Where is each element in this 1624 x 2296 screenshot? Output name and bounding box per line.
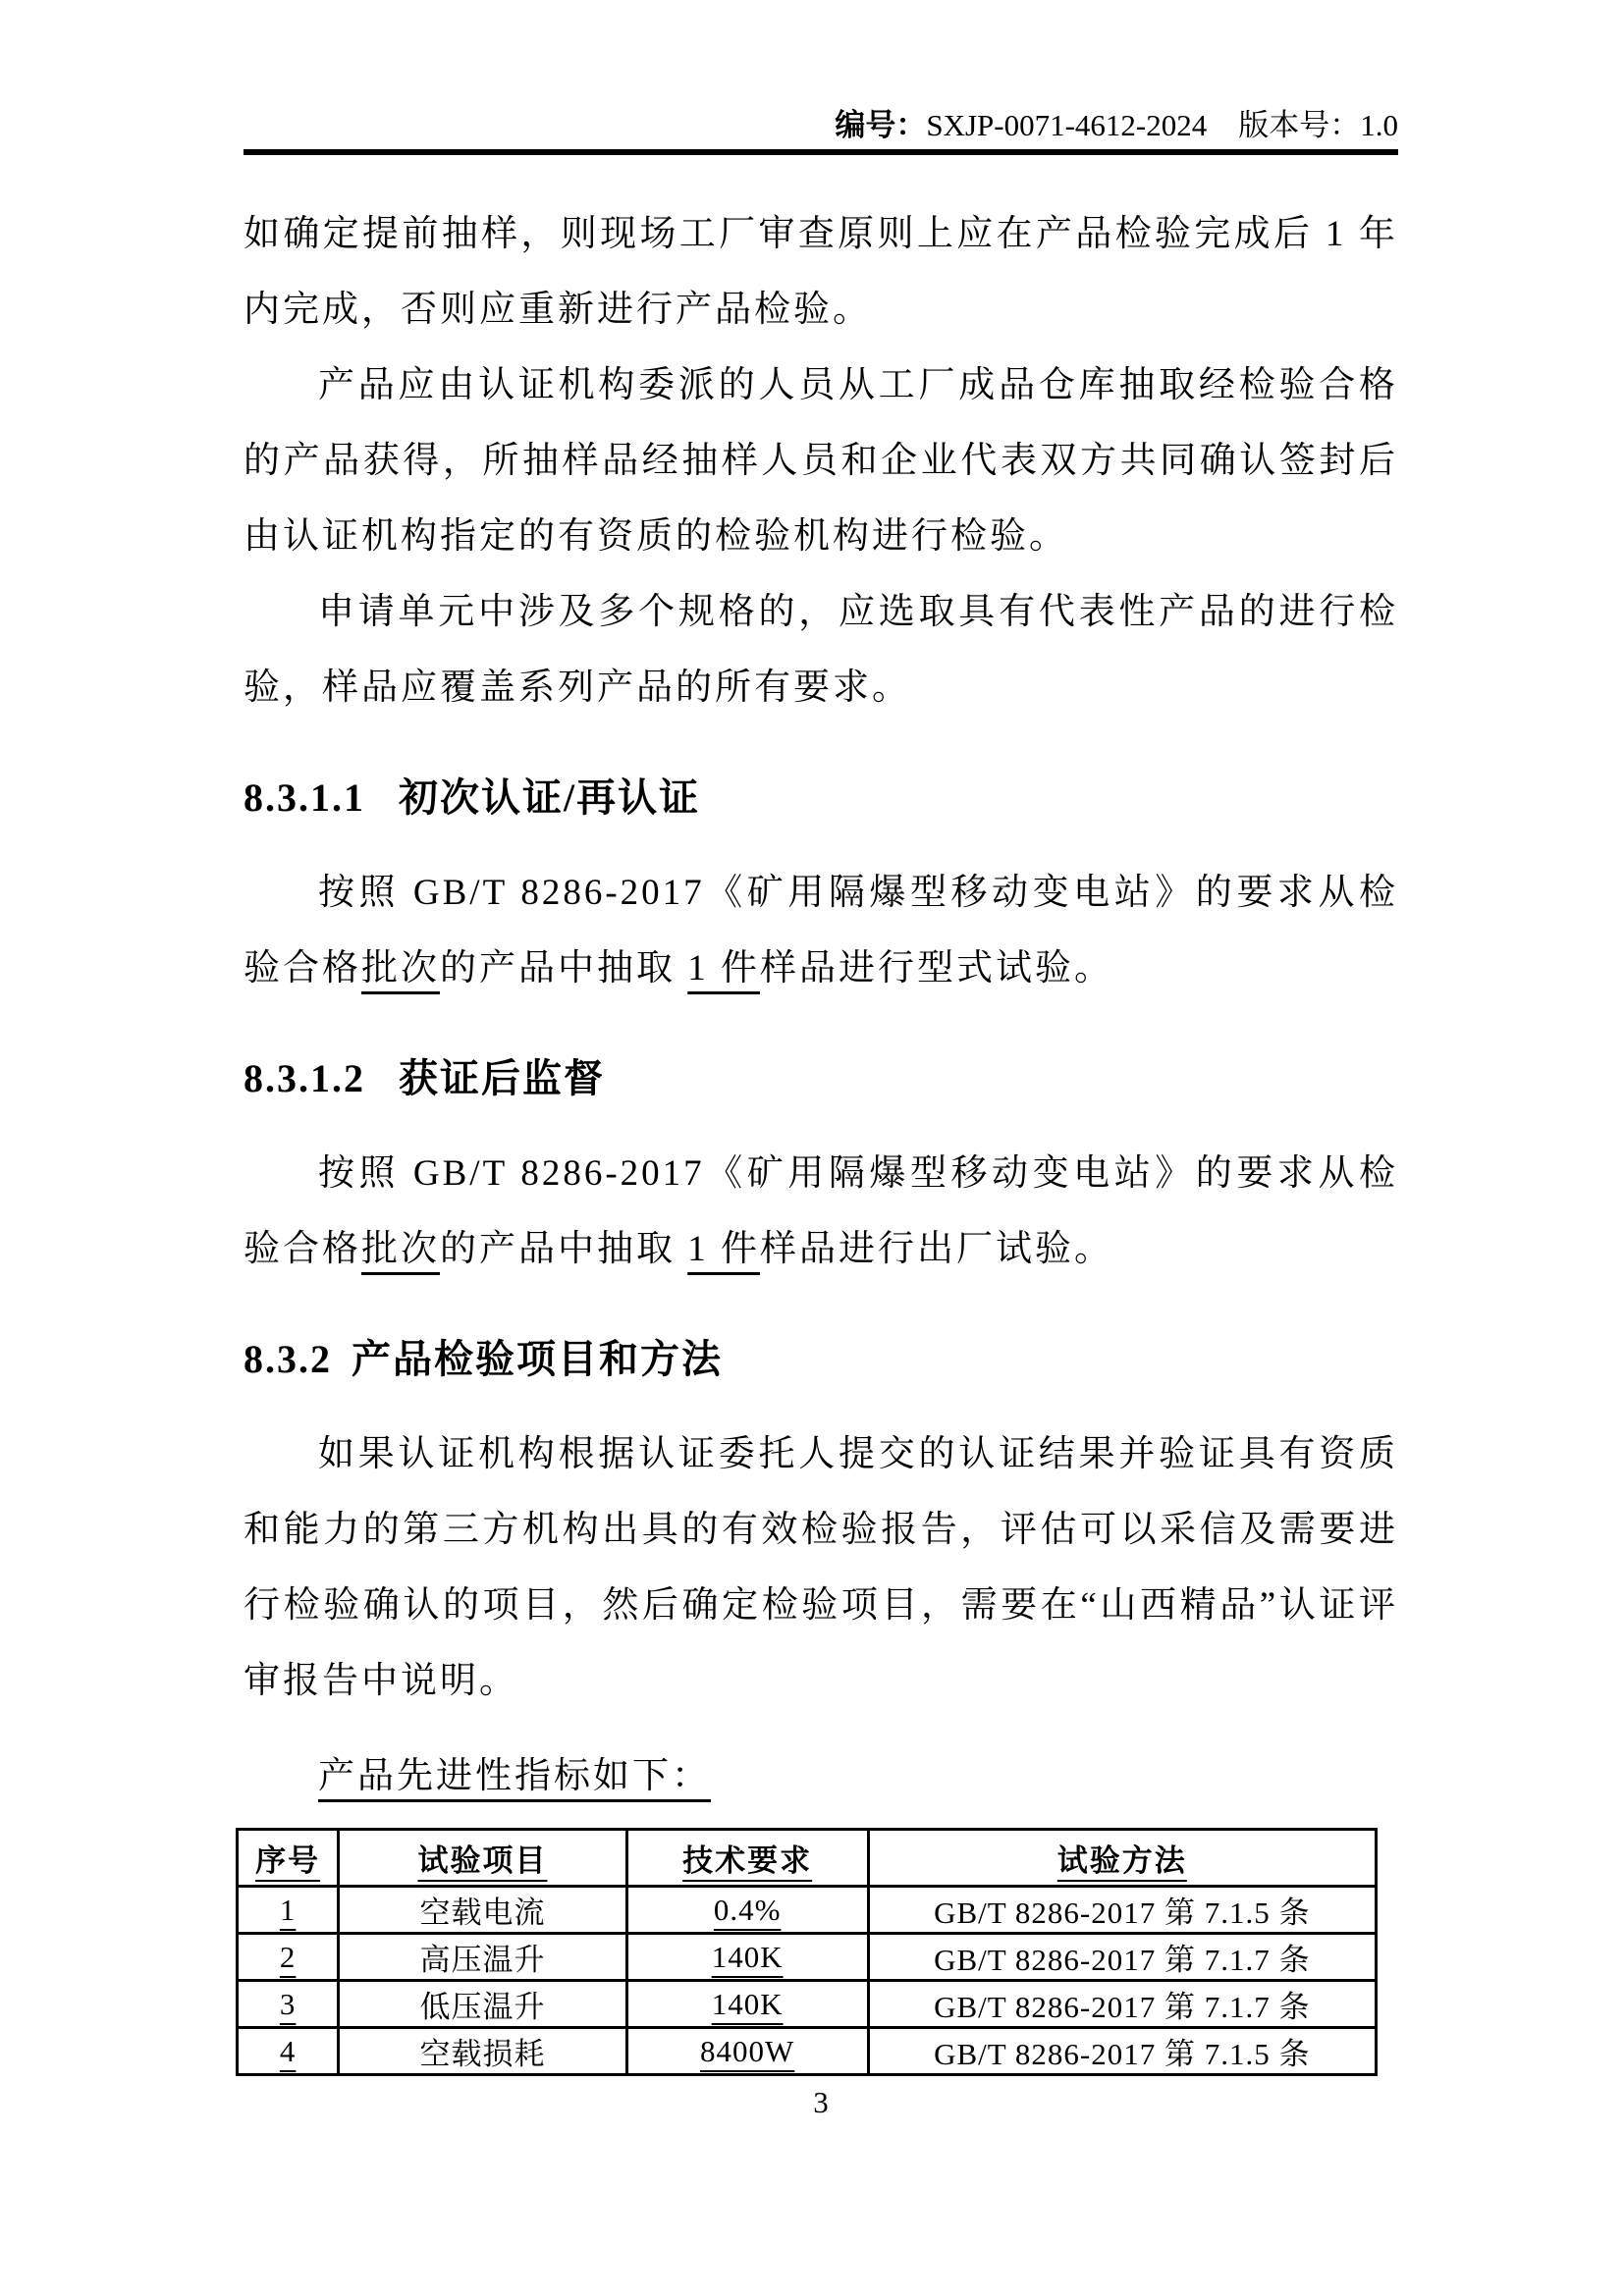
table-cell: 空载损耗 (339, 2028, 626, 2075)
table-cell: 4 (238, 2028, 339, 2075)
table-header-cell: 试验方法 (868, 1830, 1376, 1887)
content-area (244, 196, 1398, 2076)
table-cell: 高压温升 (339, 1934, 626, 1981)
table-cell: 140K (626, 1981, 868, 2028)
table-row (238, 1981, 1377, 2028)
table-header-cell: 试验项目 (339, 1830, 626, 1887)
text-run: 的产品中抽取 (440, 1229, 688, 1269)
heading-number: 8.3.2 (244, 1337, 332, 1381)
text-run: 如确定提前抽样，则现场工厂审查原则上应在产品检验完成后 1 年内完成，否则应重新进行产品检验。 (244, 214, 1398, 330)
table-row (238, 1887, 1377, 1934)
heading-number: 8.3.1.1 (244, 775, 365, 820)
doc-code-value: SXJP-0071-4612-2024 (926, 108, 1208, 142)
paragraph-sampling-procedure (244, 347, 1398, 574)
table-header-cell: 序号 (238, 1830, 339, 1887)
page-number: 3 (813, 2085, 829, 2119)
table-cell: 1 (238, 1887, 339, 1934)
heading-8-3-1-1 (244, 769, 1398, 828)
underlined-text: 1 件 (687, 948, 760, 988)
text-run: 如果认证机构根据认证委托人提交的认证结果并验证具有资质和能力的第三方机构出具的有效检验报告，评估可以采信及需要进行检验确认的项目，然后确定检验项目，需要在“山西精品”认证评审报告中说明。 (244, 1434, 1398, 1701)
table-cell: GB/T 8286-2017 第 7.1.5 条 (868, 2028, 1376, 2075)
table-cell: GB/T 8286-2017 第 7.1.7 条 (868, 1981, 1376, 2028)
table-intro (244, 1738, 1398, 1814)
table-cell: 140K (626, 1934, 868, 1981)
text-run: 样品进行型式试验。 (760, 948, 1113, 988)
heading-8-3-1-2 (244, 1049, 1398, 1108)
text-run: 的产品中抽取 (440, 948, 688, 988)
table-cell: 2 (238, 1934, 339, 1981)
table-cell: GB/T 8286-2017 第 7.1.5 条 (868, 1887, 1376, 1934)
table-row (238, 2028, 1377, 2075)
table-cell: 3 (238, 1981, 339, 2028)
paragraph-multi-spec (244, 574, 1398, 725)
table-intro-text: 产品先进性指标如下： (318, 1756, 711, 1796)
table-header-cell: 技术要求 (626, 1830, 868, 1887)
paragraph-initial-certification (244, 855, 1398, 1006)
text-run: 按照 GB/T 8286-2017《矿用隔爆型移动变电站》的要求从检验合格 (244, 1153, 1398, 1269)
heading-title: 获证后监督 (399, 1056, 605, 1100)
page-header (244, 106, 1398, 145)
underlined-text: 批次 (361, 1229, 440, 1269)
table-cell: 8400W (626, 2028, 868, 2075)
doc-code-label: 编号： (835, 108, 927, 142)
paragraph-sampling-deadline (244, 196, 1398, 347)
underlined-text: 批次 (361, 948, 440, 988)
table-header-row (238, 1830, 1377, 1887)
table-cell: 空载电流 (339, 1887, 626, 1934)
text-run: 申请单元中涉及多个规格的，应选取具有代表性产品的进行检验，样品应覆盖系列产品的所有要求。 (244, 592, 1398, 708)
heading-8-3-2 (244, 1330, 1398, 1389)
indicator-table (236, 1828, 1378, 2076)
table-cell: 低压温升 (339, 1981, 626, 2028)
heading-number: 8.3.1.2 (244, 1056, 365, 1100)
heading-title: 产品检验项目和方法 (352, 1337, 723, 1381)
paragraph-inspection-items (244, 1416, 1398, 1719)
underlined-text: 1 件 (687, 1229, 760, 1269)
heading-title: 初次认证/再认证 (399, 775, 701, 820)
table-cell: GB/T 8286-2017 第 7.1.7 条 (868, 1934, 1376, 1981)
doc-version-label: 版本号： (1238, 108, 1361, 142)
doc-version-value: 1.0 (1360, 108, 1398, 142)
header-rule (244, 149, 1398, 155)
text-run: 产品应由认证机构委派的人员从工厂成品仓库抽取经检验合格的产品获得，所抽样品经抽样人员和企业代表双方共同确认签封后由认证机构指定的有资质的检验机构进行检验。 (244, 365, 1398, 557)
table-row (238, 1934, 1377, 1981)
table-cell: 0.4% (626, 1887, 868, 1934)
paragraph-post-certification (244, 1136, 1398, 1287)
page-footer (244, 2083, 1398, 2122)
text-run: 按照 GB/T 8286-2017《矿用隔爆型移动变电站》的要求从检验合格 (244, 873, 1398, 988)
text-run: 样品进行出厂试验。 (760, 1229, 1113, 1269)
